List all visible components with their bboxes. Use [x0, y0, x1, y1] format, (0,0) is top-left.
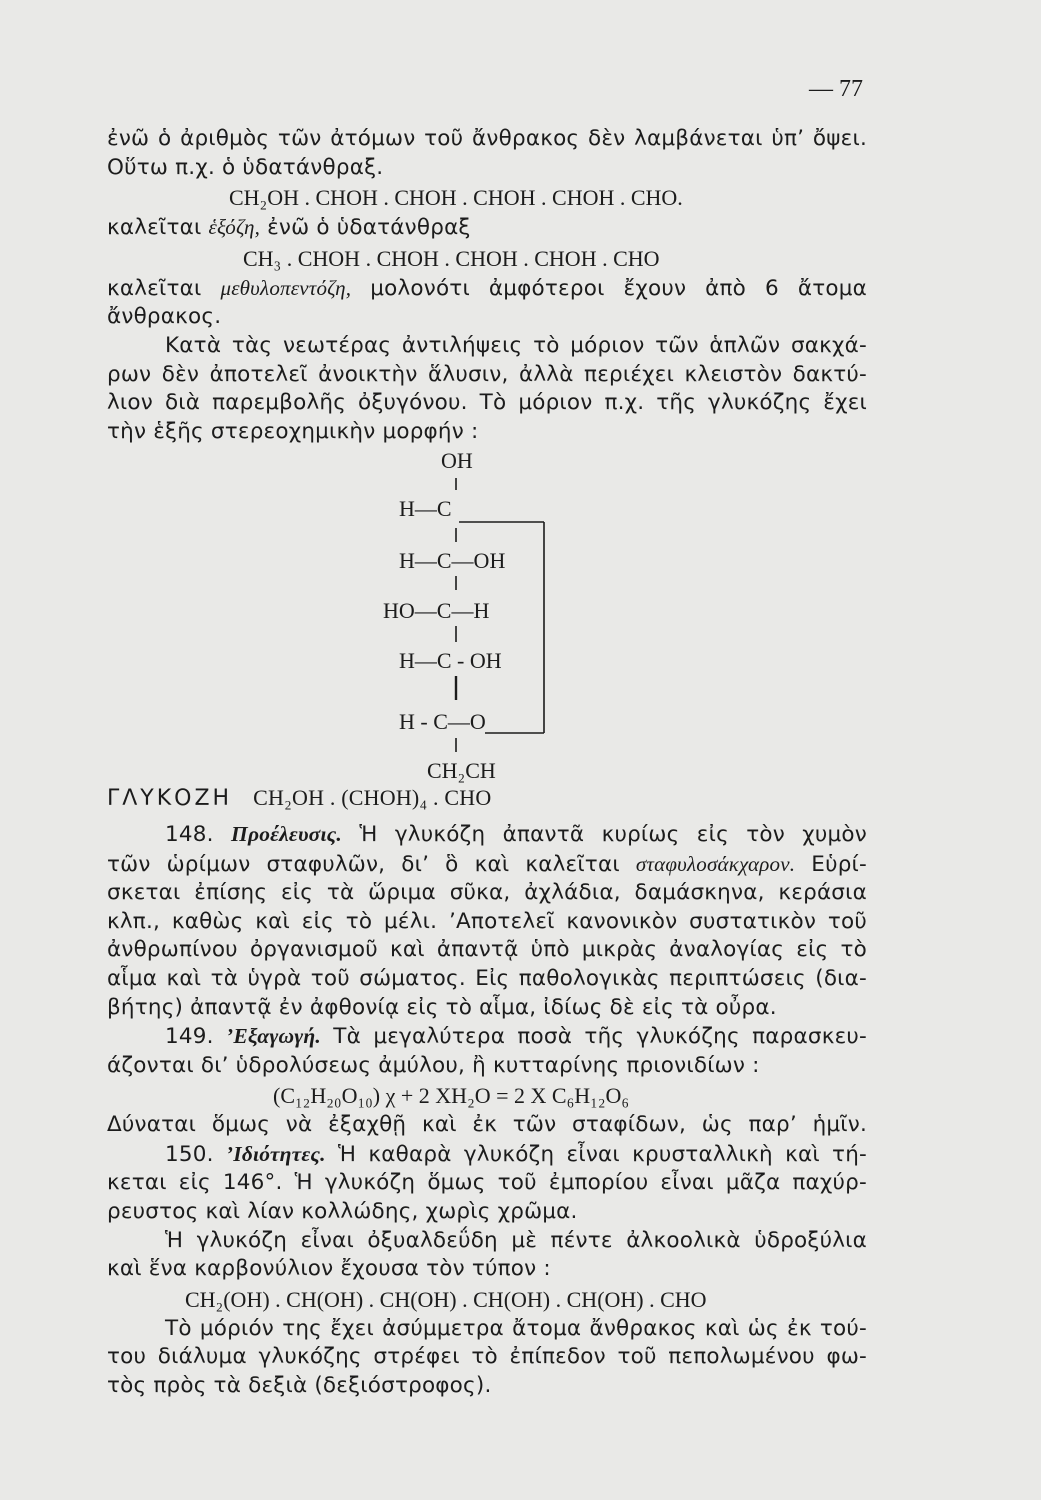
section-148-heading: 148. Προέλευσις. Ἡ γλυκόζη ἀπαντᾶ κυρίως εἰς τὸν χυμὸν: [165, 821, 867, 847]
term-methylpentose: μεθυλοπεντόζη,: [220, 275, 352, 300]
text-line: καλεῖται μεθυλοπεντόζη, μολονότι ἀμφότεροι ἔχουν ἀπὸ 6 ἄτομα: [107, 275, 868, 301]
text-line: ρευστος καὶ λίαν κολλώδης, χωρὶς χρῶμα.: [107, 1199, 578, 1225]
term-grape-sugar: σταφυλοσάκχαρον.: [635, 851, 796, 876]
text-line: ἐνῶ ὁ ἀριθμὸς τῶν ἀτόμων τοῦ ἄνθρακος δὲν λαμβάνεται ὑπ’ ὄψει.: [107, 126, 867, 151]
section-149-title: ’Εξαγωγή.: [226, 1024, 321, 1049]
text-line: κλπ., καθὼς καὶ εἰς τὸ μέλι. ’Αποτελεῖ κανονικὸν συστατικὸν τοῦ: [107, 908, 867, 934]
section-150-heading: 150. ’Ιδιότητες. Ἡ καθαρὰ γλυκόζη εἶναι κρυσταλλικὴ καὶ τή-: [165, 1141, 867, 1167]
text-line: Δύναται ὅμως νὰ ἐξαχθῇ καὶ ἐκ τῶν σταφίδων, ὡς παρ’ ἡμῖν.: [107, 1112, 867, 1138]
struct-row3: HO—C—H: [383, 598, 490, 624]
text-line: ἀνθρωπίνου ὀργανισμοῦ καὶ ἀπαντᾷ ὑπὸ μικρὰς ἀναλογίας εἰς τὸ: [107, 937, 867, 963]
glucose-formula: CH₂OH . (CHOH)₄ . CHO: [253, 785, 492, 811]
struct-row4: H—C - OH: [399, 648, 502, 674]
formula-hexose: CH₂OH . CHOH . CHOH . CHOH . CHOH . CHO.: [229, 185, 683, 211]
text-line: του διάλυμα γλυκόζης στρέφει τὸ ἐπίπεδον τοῦ πεπολωμένου φω-: [107, 1344, 867, 1370]
glucose-label: ΓΛΥΚΟΖΗ: [107, 786, 233, 812]
text-line: καὶ ἕνα καρβονύλιον ἔχουσα τὸν τύπον :: [107, 1256, 551, 1282]
page-number: — 77: [809, 76, 863, 102]
glucose-caption: [107, 782, 867, 814]
text-line: άζονται δι’ ὑδρολύσεως ἀμύλου, ἢ κυτταρίνης πριονιδίων :: [107, 1052, 760, 1078]
text-line: Κατὰ τὰς νεωτέρας ἀντιλήψεις τὸ μόριον τῶν ἁπλῶν σακχά-: [165, 332, 867, 358]
text-line: Τὸ μόριόν της ἔχει ἀσύμμετρα ἄτομα ἄνθρακος καὶ ὡς ἐκ τού-: [165, 1315, 867, 1341]
struct-top: OH: [441, 448, 473, 474]
text-line: Οὕτω π.χ. ὁ ὑδατάνθραξ.: [107, 154, 384, 180]
section-148-title: Προέλευσις.: [231, 821, 342, 846]
text-line: ρων δὲν ἀποτελεῖ ἀνοικτὴν ἅλυσιν, ἀλλὰ περιέχει κλειστὸν δακτύ-: [107, 361, 867, 387]
structure-diagram: [107, 446, 867, 786]
text-line: λιον διὰ παρεμβολῆς ὀξυγόνου. Τὸ μόριον π.χ. τῆς γλυκόζης ἔχει: [107, 390, 867, 416]
page-body: [107, 125, 867, 1401]
formula-methylpentose: CH₃ . CHOH . CHOH . CHOH . CHOH . CHO: [243, 245, 660, 271]
glucose-ring-structure: [107, 446, 867, 786]
text-line: καλεῖται ἑξόζη, ἐνῶ ὁ ὑδατάνθραξ: [107, 215, 471, 241]
term-hexose: ἑξόζη,: [208, 215, 261, 240]
struct-row2: H—C—OH: [399, 548, 506, 574]
struct-bottom: CH₂CH: [427, 758, 496, 784]
formula-hydrolysis: (C₁₂H₂₀O₁₀) χ + 2 XH₂O = 2 X C₆H₁₂O₆: [273, 1083, 630, 1109]
text-line: τῶν ὡρίμων σταφυλῶν, δι’ ὃ καὶ καλεῖται σταφυλοσάκχαρον. Εὑρί-: [107, 851, 867, 877]
text-line: βήτης) ἀπαντᾷ ἐν ἀφθονίᾳ εἰς τὸ αἷμα, ἰδίως δὲ εἰς τὰ οὖρα.: [107, 994, 777, 1020]
formula-glucose-open: CH₂(OH) . CH(OH) . CH(OH) . CH(OH) . CH(OH) . CHO: [185, 1286, 707, 1312]
section-150-title: ’Ιδιότητες.: [225, 1141, 326, 1166]
text-line: τὴν ἑξῆς στερεοχημικὴν μορφήν :: [107, 418, 479, 444]
struct-row5: H - C—O: [399, 709, 486, 735]
text-line: Ἡ γλυκόζη εἶναι ὀξυαλδεΰδη μὲ πέντε ἀλκοολικὰ ὑδροξύλια: [165, 1227, 867, 1253]
section-149-heading: 149. ’Εξαγωγή. Τὰ μεγαλύτερα ποσὰ τῆς γλυκόζης παρασκευ-: [165, 1024, 867, 1050]
text-line: σκεται ἐπίσης εἰς τὰ ὥριμα σῦκα, ἀχλάδια, δαμάσκηνα, κεράσια: [107, 880, 867, 906]
text-line: τὸς πρὸς τὰ δεξιὰ (δεξιόστροφος).: [107, 1373, 492, 1399]
text-line: κεται εἰς 146°. Ἡ γλυκόζη ὅμως τοῦ ἐμπορίου εἶναι μᾶζα παχύρ-: [107, 1170, 867, 1196]
text-line: αἷμα καὶ τὰ ὑγρὰ τοῦ σώματος. Εἰς παθολογικὰς περιπτώσεις (δια-: [107, 965, 867, 991]
text-line: ἄνθρακος.: [107, 304, 222, 330]
struct-row1: H—C: [399, 496, 452, 522]
